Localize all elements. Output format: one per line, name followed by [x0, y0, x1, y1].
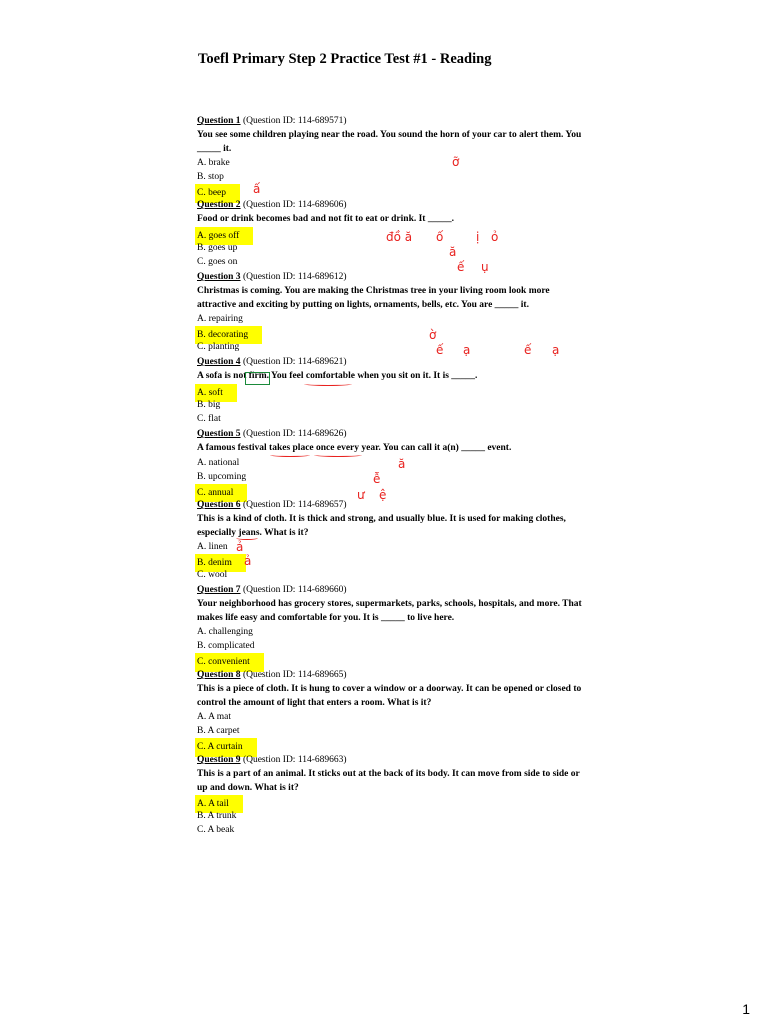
option-c-answer: C. annual	[197, 484, 587, 498]
handwritten-note: ấ	[253, 182, 261, 196]
underline-takes-place	[270, 453, 310, 457]
question-9	[197, 754, 587, 838]
question-number: Question 2	[197, 200, 241, 210]
question-text: This is a piece of cloth. It is hung to cover a window or a doorway. It can be opened or closed to control the amount of light that enters a room. What is it?	[197, 684, 582, 708]
question-number: Question 5	[197, 429, 241, 439]
question-id: (Question ID: 114-689665)	[242, 670, 347, 680]
handwritten-note: ă	[398, 457, 406, 471]
handwritten-note: ụ	[481, 260, 489, 274]
handwritten-note: ư	[357, 488, 365, 502]
question-number: Question 6	[197, 500, 241, 510]
handwritten-note: ế	[436, 343, 444, 357]
question-number: Question 8	[197, 670, 241, 680]
option-c: C. A beak	[197, 825, 235, 836]
question-4	[197, 356, 587, 426]
option-b: B. goes up	[197, 242, 238, 253]
option-a: A. brake	[197, 158, 230, 168]
question-5	[197, 428, 587, 498]
question-text: Your neighborhood has grocery stores, supermarkets, parks, schools, hospitals, and more. That makes life easy and comfortable for you. It is _____ to live here.	[197, 599, 582, 623]
option-c: C. flat	[197, 413, 221, 424]
question-text: A sofa is not firm. You feel comfortable when you sit on it. It is _____.	[197, 371, 478, 381]
question-text: Food or drink becomes bad and not fit to eat or drink. It _____.	[197, 214, 454, 224]
handwritten-note: ả	[244, 554, 252, 568]
option-a-answer: A. soft	[197, 384, 587, 398]
question-id: (Question ID: 114-689663)	[242, 755, 347, 765]
option-b-answer: B. denim	[197, 554, 587, 568]
page-number: 1	[742, 1001, 750, 1017]
option-c-answer: C. convenient	[197, 653, 587, 667]
question-text: Christmas is coming. You are making the Christmas tree in your living room look more attractive and exciting by putting on lights, ornaments, bells, etc. You are _____ it.	[197, 286, 550, 310]
underline-once-every-year	[314, 453, 362, 457]
option-a: A. repairing	[197, 314, 243, 324]
handwritten-note: ị	[476, 230, 480, 244]
option-b: B. big	[197, 399, 221, 410]
option-c-answer: C. beep	[197, 184, 587, 198]
question-id: (Question ID: 114-689606)	[242, 200, 347, 210]
underline-jeans	[236, 536, 258, 540]
question-number: Question 4	[197, 357, 241, 367]
question-7	[197, 584, 587, 668]
option-b-answer: B. decorating	[197, 326, 587, 340]
option-a: A. linen	[197, 542, 228, 552]
option-a: A. national	[197, 457, 240, 468]
option-b: B. upcoming	[197, 471, 247, 482]
handwritten-note: ễ	[373, 472, 381, 486]
underline-comfortable	[304, 382, 352, 386]
question-text: This is a part of an animal. It sticks out at the back of its body. It can move from side to side or up and down. What is it?	[197, 769, 580, 793]
option-a-answer: A. A tail	[197, 795, 587, 809]
question-id: (Question ID: 114-689612)	[242, 272, 347, 282]
option-c-answer: C. A curtain	[197, 738, 587, 752]
question-number: Question 3	[197, 272, 241, 282]
handwritten-note: ả	[236, 540, 244, 554]
handwritten-note: ố	[436, 230, 444, 244]
question-id: (Question ID: 114-689571)	[242, 116, 347, 126]
handwritten-note: ỡ	[452, 155, 460, 169]
question-id: (Question ID: 114-689657)	[242, 500, 347, 510]
handwritten-note: ờ	[429, 328, 437, 342]
option-b: B. stop	[197, 172, 224, 183]
handwritten-note: ế	[524, 343, 532, 357]
handwritten-note: đồ ă	[386, 230, 413, 244]
question-6	[197, 499, 587, 583]
handwritten-note: ỏ	[491, 230, 499, 244]
handwritten-note: ế	[457, 260, 465, 274]
option-a: A. A mat	[197, 712, 232, 722]
question-id: (Question ID: 114-689626)	[242, 429, 347, 439]
handwritten-note: ạ	[463, 343, 471, 357]
handwritten-note: ạ	[552, 343, 560, 357]
option-a: A. challenging	[197, 627, 253, 637]
option-c: C. planting	[197, 342, 240, 353]
option-a-answer: A. goes off	[197, 227, 587, 241]
option-b: B. A carpet	[197, 726, 240, 737]
question-id: (Question ID: 114-689621)	[242, 357, 347, 367]
question-id: (Question ID: 114-689660)	[242, 585, 347, 595]
option-c: C. goes on	[197, 256, 238, 267]
option-c: C. wool	[197, 570, 228, 581]
box-firm	[245, 372, 270, 385]
question-number: Question 9	[197, 755, 241, 765]
question-text: You see some children playing near the road. You sound the horn of your car to alert them. You _____ it.	[197, 130, 582, 154]
question-number: Question 7	[197, 585, 241, 595]
option-b: B. complicated	[197, 641, 255, 652]
option-b: B. A trunk	[197, 811, 237, 822]
handwritten-note: ă	[449, 245, 457, 259]
page-title: Toefl Primary Step 2 Practice Test #1 - Reading	[198, 51, 492, 67]
handwritten-note: ệ	[379, 488, 387, 502]
question-text: A famous festival takes place once every year. You can call it a(n) _____ event.	[197, 443, 512, 453]
question-number: Question 1	[197, 116, 241, 126]
question-8	[197, 669, 587, 753]
question-text: This is a kind of cloth. It is thick and strong, and usually blue. It is used for making clothes, especially jeans. What is it?	[197, 514, 566, 538]
